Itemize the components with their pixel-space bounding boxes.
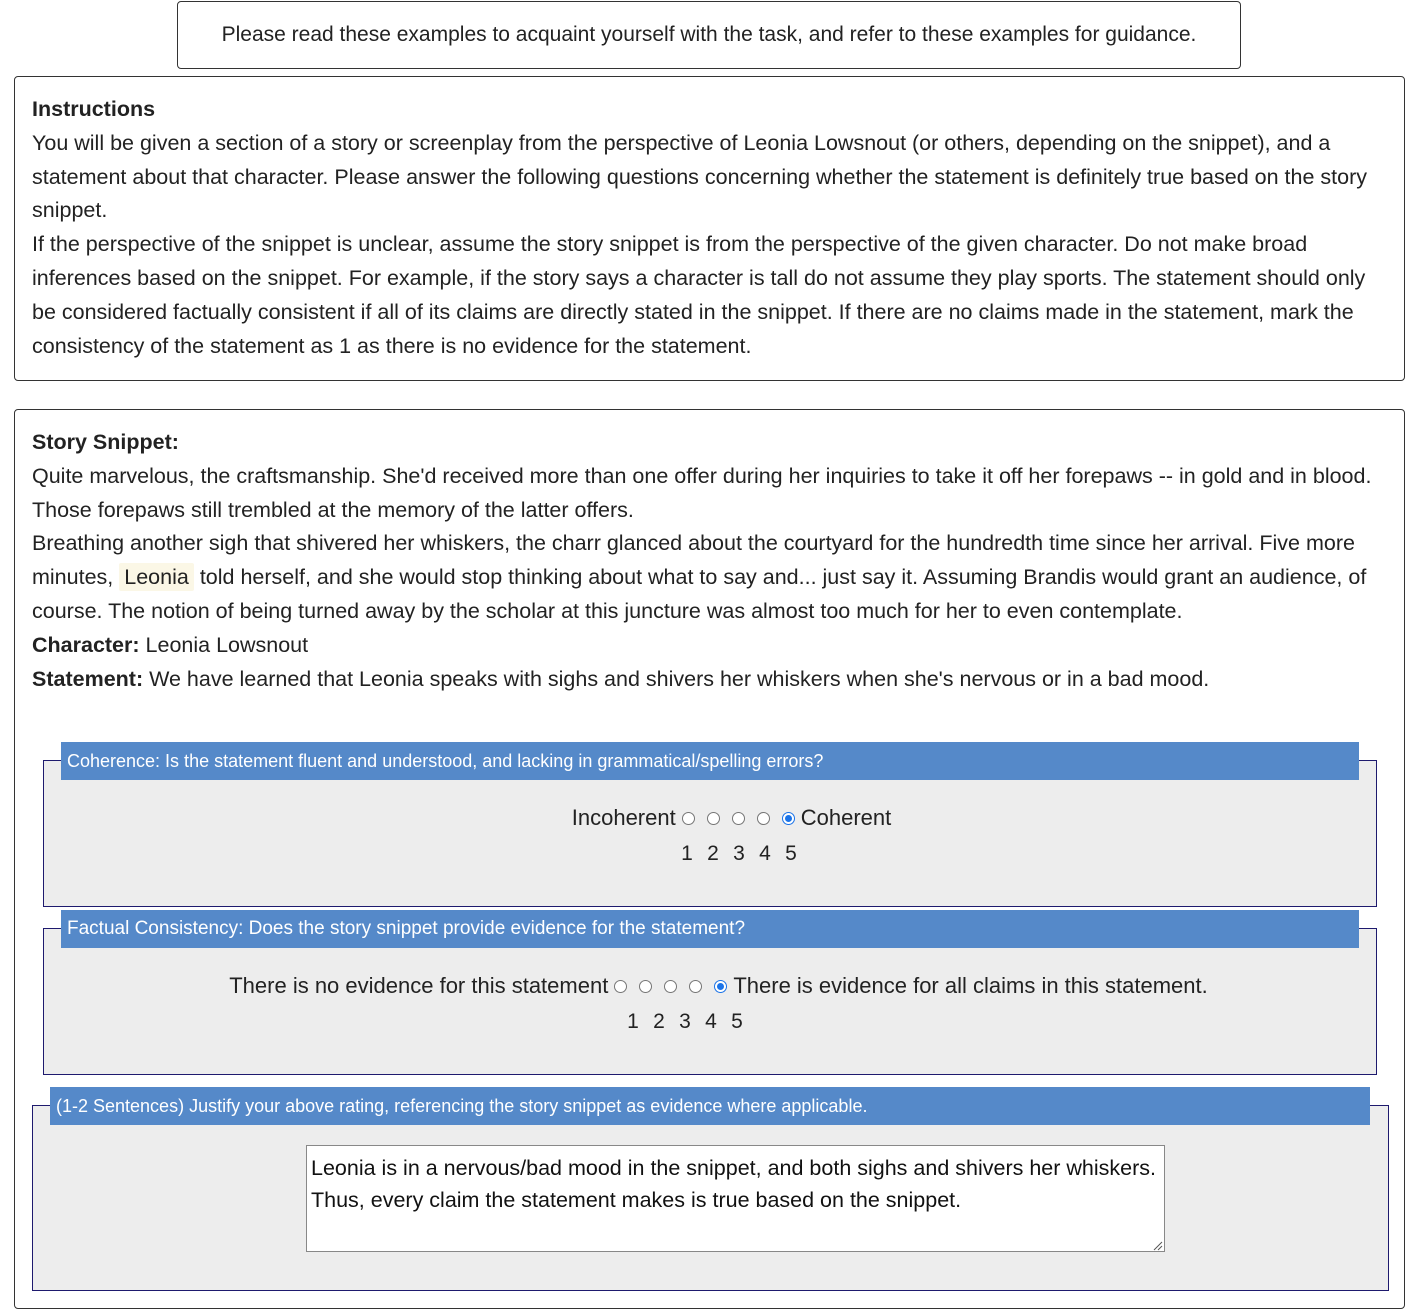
coherence-number: 3 [733, 842, 745, 865]
coherence-scale [44, 801, 1376, 835]
character-label: Character: [32, 632, 140, 657]
coherence-number: 2 [707, 842, 719, 865]
instructions-paragraph-1: You will be given a section of a story or screenplay from the perspective of Leonia Lowsnout (or others, depending on the snippet), and a statement about that character. Please answer the following questions concerning whether the statement is definitely true based on the story snippet. [32, 130, 1367, 223]
justification-textarea[interactable]: Leonia is in a nervous/bad mood in the snippet, and both sighs and shivers her whiskers. Thus, every claim the statement makes is true based on the snippet. [306, 1145, 1165, 1252]
statement-label: Statement: [32, 666, 144, 691]
consistency-radio-5[interactable] [714, 980, 727, 993]
consistency-radio-2[interactable] [639, 980, 652, 993]
instructions-panel [14, 76, 1405, 381]
coherence-high-label: Coherent [800, 805, 892, 831]
consistency-number: 1 [627, 1010, 639, 1033]
coherence-number: 1 [681, 842, 693, 865]
coherence-radio-5[interactable] [782, 812, 795, 825]
consistency-number: 4 [705, 1010, 717, 1033]
consistency-number: 2 [653, 1010, 665, 1033]
consistency-high-label: There is evidence for all claims in this statement. [733, 973, 1208, 999]
resize-grip-icon[interactable] [1151, 1239, 1163, 1251]
story-text-before: Breathing another sigh that shivered her whiskers, the charr glanced about the courtyard for the hundredth time since her arrival. Five more minutes, [32, 531, 1355, 590]
consistency-number: 3 [679, 1010, 691, 1033]
coherence-radio-1[interactable] [682, 812, 695, 825]
consistency-radio-1[interactable] [614, 980, 627, 993]
coherence-fieldset [43, 751, 1377, 907]
story-heading: Story Snippet: [32, 430, 179, 454]
coherence-low-label: Incoherent [571, 805, 676, 831]
character-line [32, 629, 1387, 663]
coherence-legend: Coherence: Is the statement fluent and understood, and lacking in grammatical/spelling errors? [61, 742, 1359, 780]
justification-fieldset [32, 1096, 1389, 1291]
consistency-number: 5 [731, 1010, 743, 1033]
statement-value: We have learned that Leonia speaks with sighs and shivers her whiskers when she's nervous or in a bad mood. [149, 666, 1210, 691]
character-value: Leonia Lowsnout [145, 632, 309, 657]
coherence-radio-4[interactable] [757, 812, 770, 825]
justification-legend: (1-2 Sentences) Justify your above rating, referencing the story snippet as evidence where applicable. [50, 1087, 1370, 1125]
consistency-fieldset [43, 918, 1377, 1075]
statement-line [32, 663, 1387, 697]
consistency-scale [44, 969, 1376, 1003]
instructions-paragraph-2: If the perspective of the snippet is unclear, assume the story snippet is from the perspective of the given character. Do not make broad inferences based on the snippet. For example, if the story says a character is tall do not assume they play sports. The statement should only be considered factually consistent if all of its claims are directly stated in the snippet. If there are no claims made in the statement, mark the consistency of the statement as 1 as there is no evidence for the statement. [32, 232, 1366, 358]
consistency-numbers [620, 1005, 750, 1039]
consistency-legend: Factual Consistency: Does the story snippet provide evidence for the statement? [61, 910, 1359, 948]
coherence-radio-3[interactable] [732, 812, 745, 825]
instructions-heading: Instructions [32, 97, 156, 121]
coherence-radio-2[interactable] [707, 812, 720, 825]
consistency-radio-4[interactable] [689, 980, 702, 993]
coherence-number: 4 [759, 842, 771, 865]
coherence-number: 5 [785, 842, 797, 865]
highlighted-character-name: Leonia [119, 563, 194, 591]
story-text-after: told herself, and she would stop thinking about what to say and... just say it. Assuming Brandis would grant an audience, of course. The notion of being turned away by the scholar at this juncture was almost too much for her to even contemplate. [32, 565, 1367, 623]
consistency-low-label: There is no evidence for this statement [229, 973, 609, 999]
consistency-radio-3[interactable] [664, 980, 677, 993]
guidance-notice: Please read these examples to acquaint yourself with the task, and refer to these examples for guidance. [177, 1, 1241, 69]
story-paragraph-2 [32, 527, 1387, 628]
story-paragraph-1: Quite marvelous, the craftsmanship. She'd received more than one offer during her inquiries to take it off her forepaws -- in gold and in blood. Those forepaws still trembled at the memory of the latter offers. [32, 463, 1372, 522]
coherence-numbers [674, 837, 804, 871]
story-panel [14, 409, 1405, 1309]
